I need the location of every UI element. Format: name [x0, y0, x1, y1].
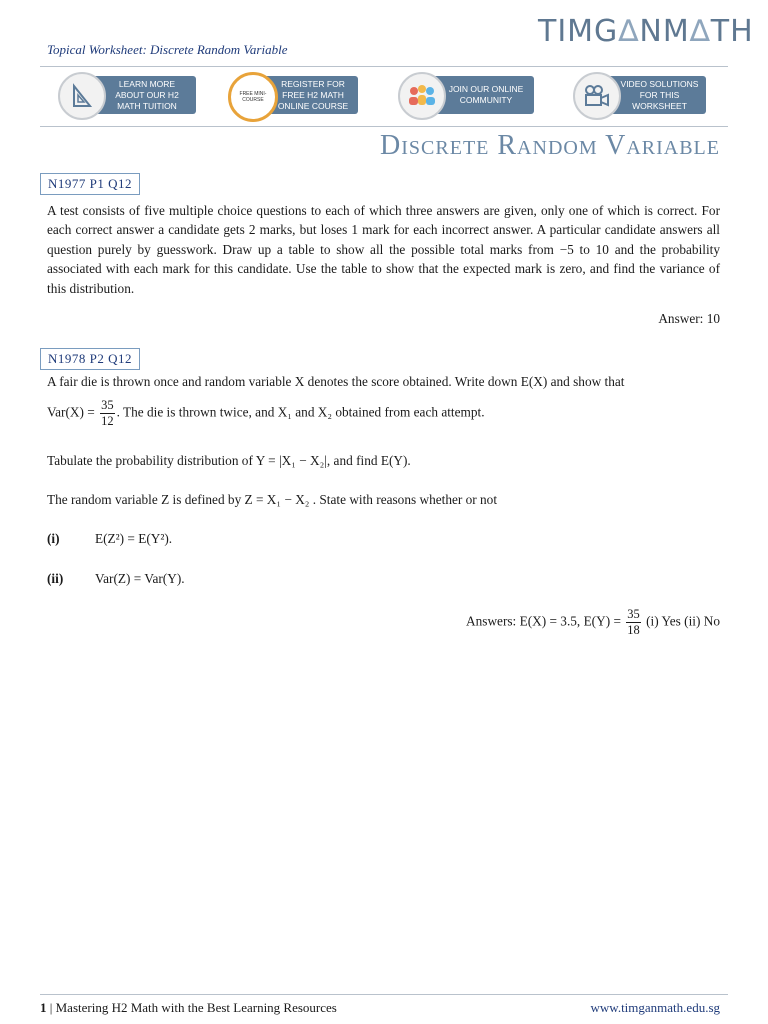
badge-text: FREE MINI-COURSE — [239, 91, 267, 103]
part-ii-label: (ii) — [47, 571, 64, 586]
banner-rule — [40, 126, 728, 127]
logo-text-5: TH — [710, 14, 754, 49]
header-rule — [40, 66, 728, 67]
community-people-icon — [398, 72, 446, 120]
question-2-line-2-rest: . The die is thrown twice, and X₁ and X₂ obtained from each attempt. — [116, 404, 485, 420]
question-2-line-4: The random variable Z is defined by Z = X₁ − X₂ . State with reasons whether or not — [47, 492, 498, 507]
var-x-expression: Var(X) = — [47, 404, 95, 420]
answers-suffix: (i) Yes (ii) No — [642, 613, 720, 629]
fraction-35-18 — [626, 607, 641, 638]
logo-text-3: NM — [639, 14, 690, 49]
answers-prefix: Answers: E(X) = 3.5, E(Y) = — [466, 613, 621, 629]
worksheet-subtitle: Topical Worksheet: Discrete Random Variable — [47, 42, 288, 57]
website-link[interactable]: www.timganmath.edu.sg — [590, 1000, 720, 1015]
fraction-denominator: 12 — [101, 414, 114, 428]
part-ii-text: Var(Z) = Var(Y). — [95, 571, 185, 586]
page-title: Discrete Random Variable — [380, 130, 720, 161]
question-2-line-2 — [47, 398, 485, 429]
answer-denominator: 18 — [627, 623, 640, 637]
video-banner-label: VIDEO SOLUTIONS FOR THIS WORKSHEET — [597, 76, 706, 114]
question-1-answer: Answer: 10 — [658, 311, 720, 326]
course-banner-button[interactable] — [228, 72, 358, 118]
part-i-text: E(Z²) = E(Y²). — [95, 531, 173, 546]
footer-tagline: Mastering H2 Math with the Best Learning Resources — [55, 1000, 337, 1015]
timganmath-logo[interactable] — [538, 14, 754, 49]
question-2-line-3: Tabulate the probability distribution of Y = |X₁ − X₂|, and find E(Y). — [47, 453, 411, 468]
question-2-line-1: A fair die is thrown once and random variable X denotes the score obtained. Write down E(X) and show that — [47, 374, 625, 389]
answer-numerator: 35 — [627, 607, 640, 621]
page-number: 1 — [40, 1000, 47, 1015]
logo-text-4: ∆ — [689, 14, 711, 49]
video-camera-icon — [573, 72, 621, 120]
course-banner-label: REGISTER FOR FREE H2 MATH ONLINE COURSE — [252, 76, 358, 114]
fraction-35-12 — [100, 398, 115, 429]
logo-text-1: TIMG — [538, 14, 619, 49]
tuition-banner-button[interactable] — [58, 72, 196, 118]
question-1-text: A test consists of five multiple choice questions to each of which three answers are given, only one of which is correct. For each correct answer a candidate gets 2 marks, but loses 1 mark for each incorrect answer. A particular candidate answers all question purely by guesswork. Draw up a table to show all the possible total marks from −5 to 10 and the probability associated with each mark for this candidate. Use the table to show that the expected mark is zero, and find the variance of this distribution. — [47, 203, 720, 296]
part-i-label: (i) — [47, 531, 60, 546]
video-banner-button[interactable] — [573, 72, 706, 118]
question-tag-2: N1978 P2 Q12 — [40, 348, 140, 370]
community-banner-button[interactable] — [398, 72, 534, 118]
triangle-ruler-icon — [58, 72, 106, 120]
fraction-numerator: 35 — [101, 398, 114, 412]
tuition-banner-label: LEARN MORE ABOUT OUR H2 MATH TUITION — [82, 76, 196, 114]
question-2-answers — [466, 607, 720, 638]
mini-course-badge-icon — [228, 72, 278, 122]
footer-rule — [40, 994, 728, 995]
question-tag-1: N1977 P1 Q12 — [40, 173, 140, 195]
community-banner-label: JOIN OUR ONLINE COMMUNITY — [422, 76, 534, 114]
footer-separator: | — [49, 1000, 53, 1015]
footer-text — [40, 1000, 337, 1016]
logo-text-2: ∆ — [618, 14, 640, 49]
